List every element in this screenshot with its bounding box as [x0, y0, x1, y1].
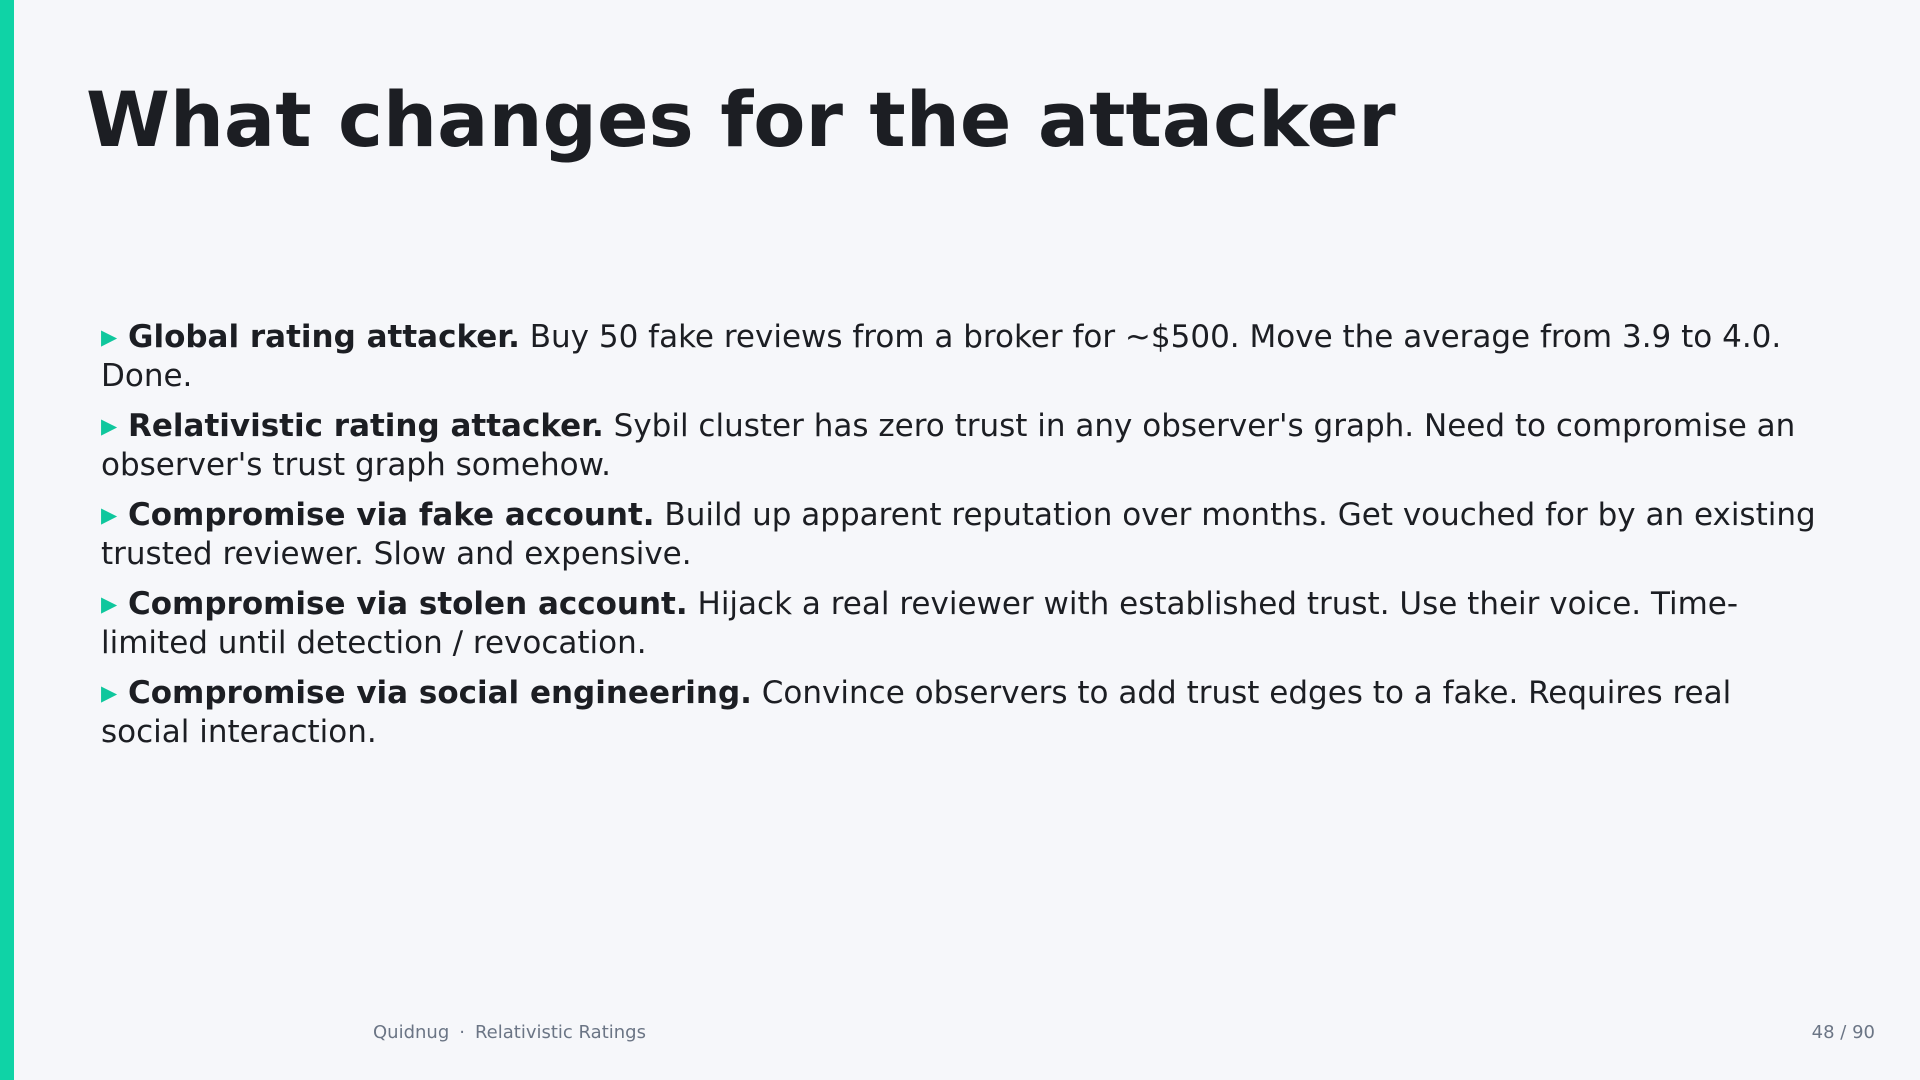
footer-brand: Quidnug [373, 1022, 450, 1043]
bullet-term: Global rating attacker. [128, 319, 520, 355]
bullet-text: Buy 50 fake reviews from a broker for ~$500. Move the average from 3.9 to 4.0. Done. [101, 319, 1782, 394]
bullet-item-compromise-stolen-account [101, 585, 1821, 662]
bullet-text: Convince observers to add trust edges to a fake. Requires real social interaction. [101, 675, 1732, 750]
bullet-item-compromise-social-engineering [101, 674, 1821, 751]
bullet-item-relativistic-rating-attacker [101, 407, 1821, 484]
page-indicator: 48 / 90 [1811, 1022, 1875, 1043]
footer-separator: · [459, 1022, 465, 1043]
triangle-bullet-icon: ▶ [101, 414, 118, 438]
accent-bar [0, 0, 14, 1080]
bullet-list [101, 318, 1821, 763]
bullet-text: Build up apparent reputation over months. Get vouched for by an existing trusted reviewer. Slow and expensive. [101, 497, 1816, 572]
bullet-term: Relativistic rating attacker. [128, 408, 604, 444]
triangle-bullet-icon: ▶ [101, 503, 118, 527]
triangle-bullet-icon: ▶ [101, 325, 118, 349]
bullet-term: Compromise via stolen account. [128, 586, 688, 622]
bullet-item-global-rating-attacker [101, 318, 1821, 395]
bullet-term: Compromise via social engineering. [128, 675, 752, 711]
bullet-text: Hijack a real reviewer with established trust. Use their voice. Time-limited until detection / revocation. [101, 586, 1739, 661]
triangle-bullet-icon: ▶ [101, 681, 118, 705]
bullet-item-compromise-fake-account [101, 496, 1821, 573]
bullet-text: Sybil cluster has zero trust in any observer's graph. Need to compromise an observer's trust graph somehow. [101, 408, 1796, 483]
footer-deck-info [373, 1022, 646, 1043]
bullet-term: Compromise via fake account. [128, 497, 655, 533]
footer-deck-title: Relativistic Ratings [474, 1022, 646, 1043]
triangle-bullet-icon: ▶ [101, 592, 118, 616]
slide-title: What changes for the attacker [86, 75, 1396, 164]
